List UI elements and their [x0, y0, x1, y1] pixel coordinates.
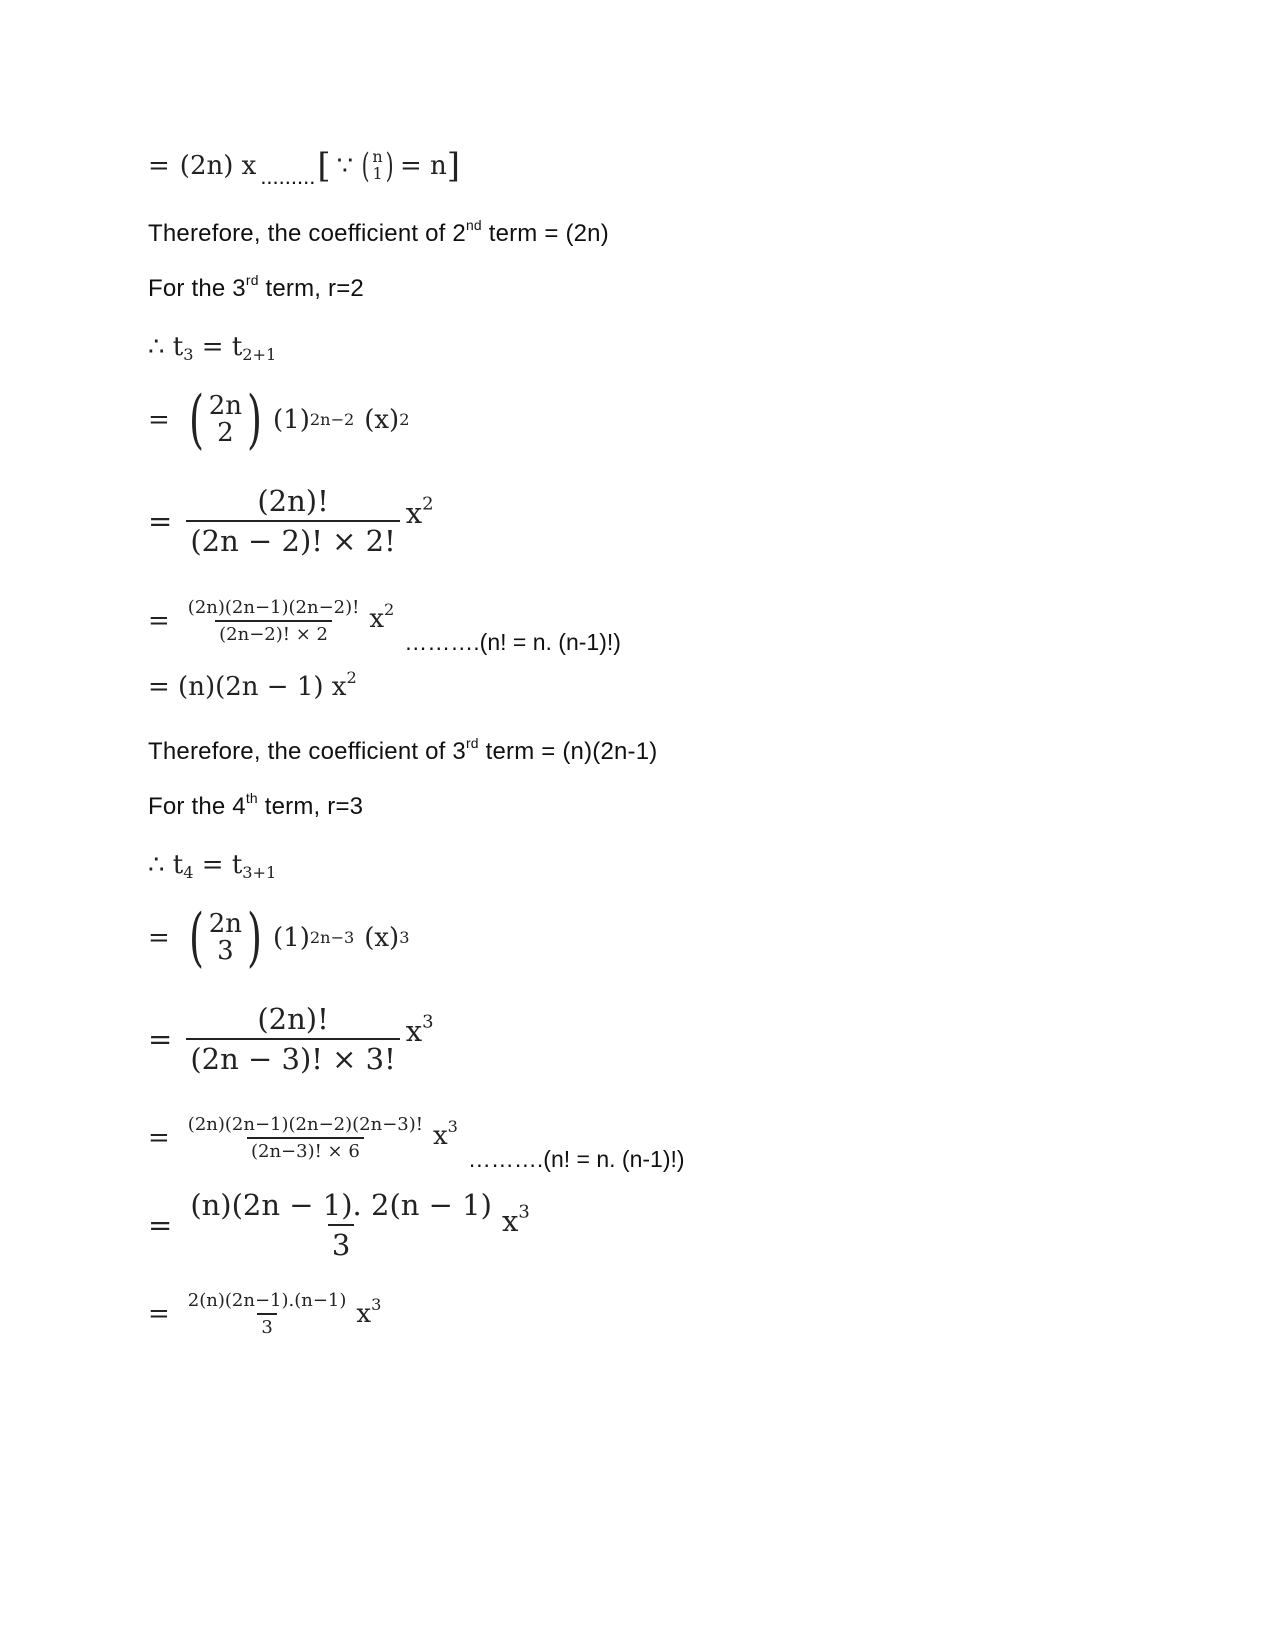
t3-factorial-fraction: = $\frac{(2n)!}{(2n - 2)! \times 2!}$ $x^2$ [148, 484, 434, 558]
t4-final-fraction: = $\frac{2(n)(2n-1).(n-1)}{3}$ $x^3$ [148, 1290, 382, 1338]
reason-result: = n [399, 151, 447, 181]
expression: (2n) x [179, 151, 257, 181]
t3-simplified-fraction: = $\frac{(2n)(2n-1)(2n-2)!}{(2n-2)! \times 2}$ $x^2$ ……….(n! = n. (n-1)!) [148, 596, 621, 655]
t3-binomial-expansion: = ( 2n 2 ) (1) 2n−2 (x) 2 [148, 383, 410, 457]
dots: ......... [260, 164, 316, 189]
factorial-note: ……….(n! = n. (n-1)!) [467, 1146, 685, 1172]
bracket-close: ] [446, 146, 461, 186]
t3-equation: ∴ $t_3 = t_{2+1}$ [148, 332, 277, 364]
coefficient-second-term-text: Therefore, the coefficient of 2nd term = (2n) [148, 216, 609, 247]
because-symbol: ∵ [336, 151, 354, 181]
fourth-term-heading: For the 4th term, r=3 [148, 789, 364, 820]
binomial-2n-3: ( 2n 3 ) [188, 901, 263, 975]
t3-result: = (n)(2n − 1) $x^2$ [148, 667, 357, 702]
t4-simplified-fraction: = $\frac{(2n)(2n-1)(2n-2)(2n-3)!}{(2n-3)! \times 6}$ $x^3$ ……….(n! = n. (n-1)!) [148, 1113, 685, 1172]
third-term-heading: For the 3rd term, r=2 [148, 271, 364, 302]
t4-equation: ∴ $t_4 = t_{3+1}$ [148, 850, 277, 882]
binomial-n-1: ( n 1 ) [361, 146, 394, 186]
expansion-line-second-term [148, 142, 460, 190]
t4-reduced-fraction: = $\frac{(n)(2n - 1). 2(n - 1)}{3}$ $x^3$ [148, 1188, 530, 1262]
coefficient-third-term-text: Therefore, the coefficient of 3rd term = (n)(2n-1) [148, 734, 658, 765]
factorial-note: ……….(n! = n. (n-1)!) [404, 629, 621, 655]
equals-sign: = [148, 151, 170, 181]
t4-factorial-fraction: = $\frac{(2n)!}{(2n - 3)! \times 3!}$ $x^3$ [148, 1002, 434, 1076]
binomial-2n-2: ( 2n 2 ) [188, 383, 263, 457]
t4-binomial-expansion: = ( 2n 3 ) (1) 2n−3 (x) 3 [148, 901, 410, 975]
bracket-open: [ [317, 146, 331, 186]
